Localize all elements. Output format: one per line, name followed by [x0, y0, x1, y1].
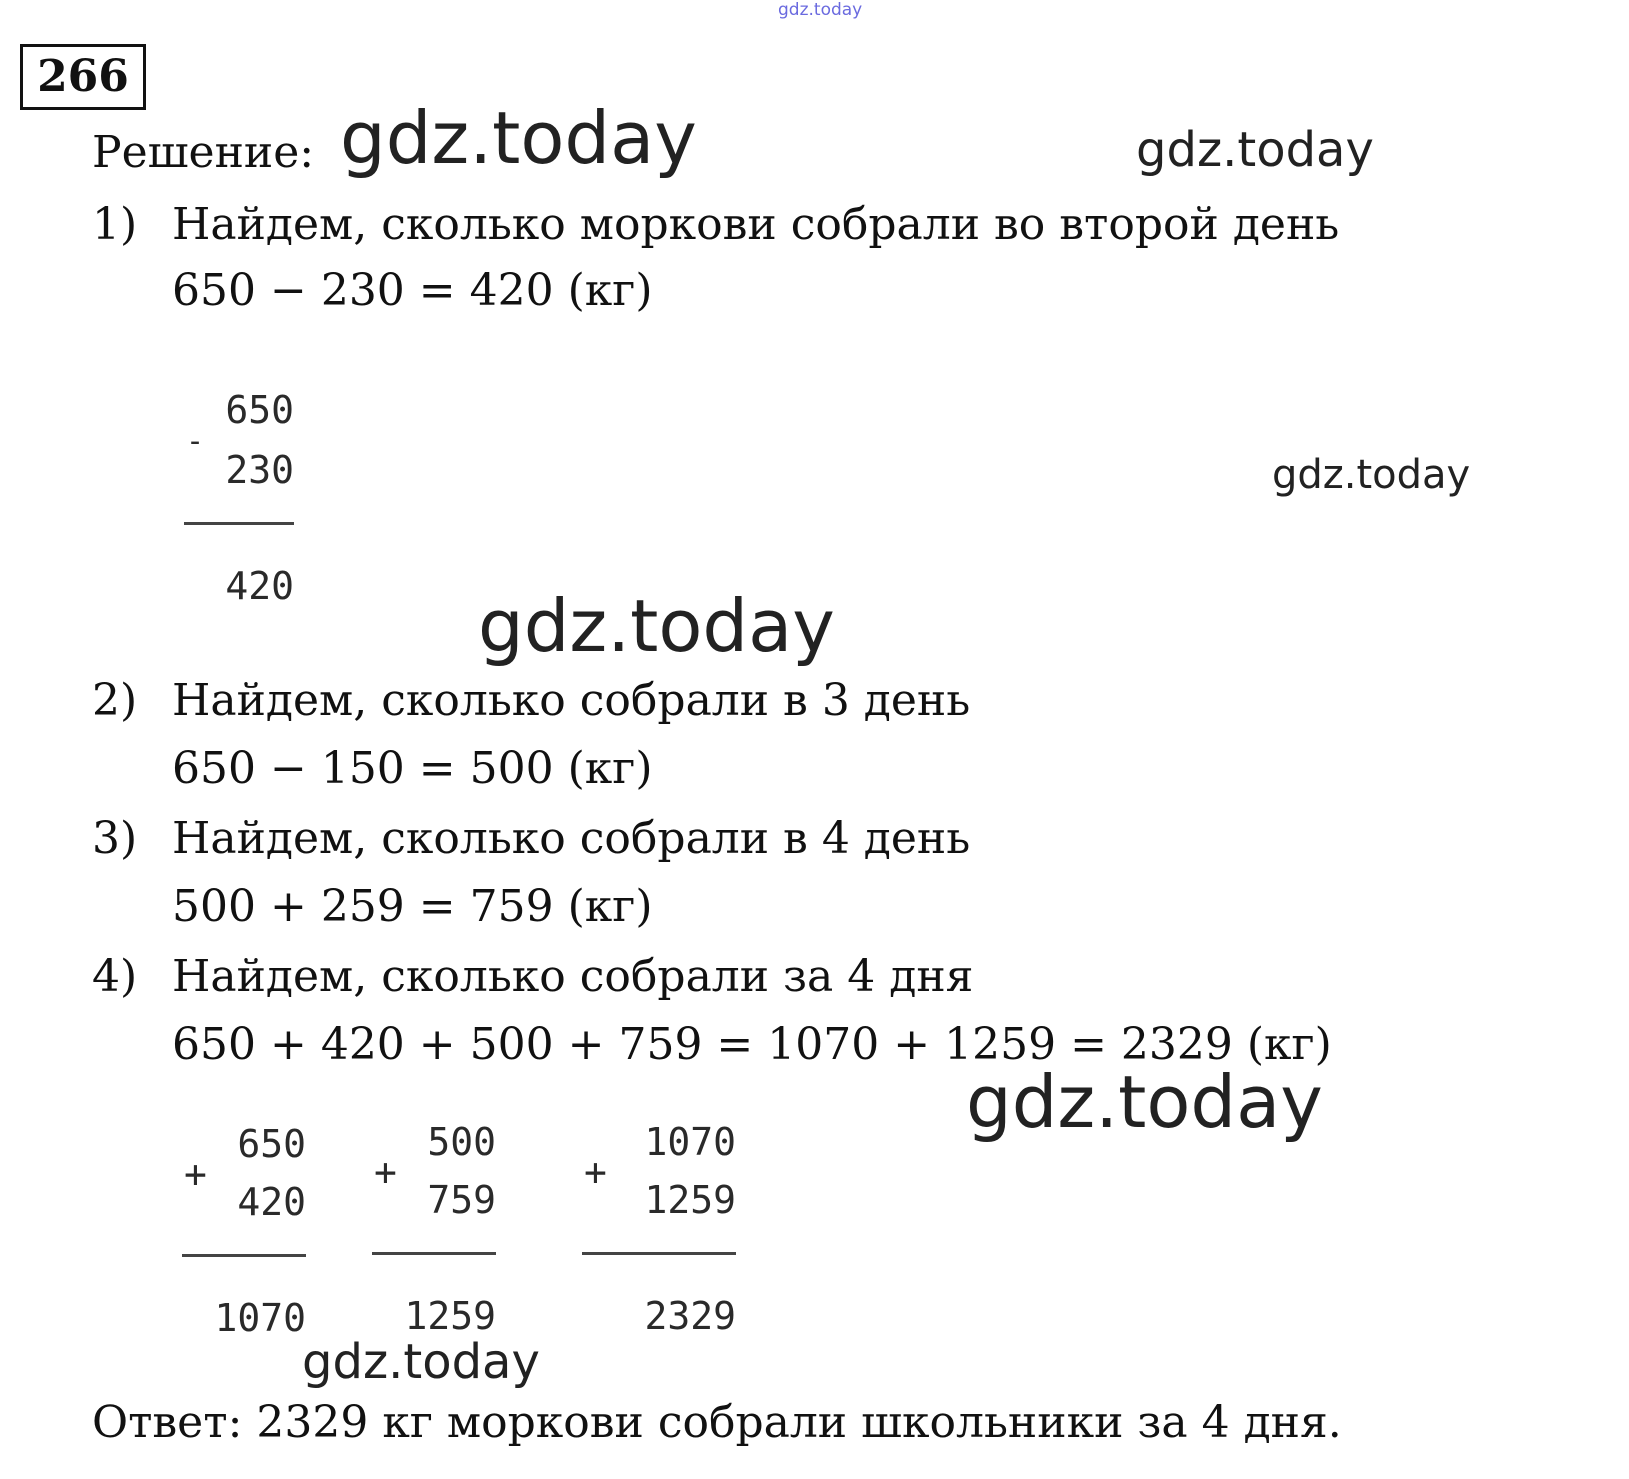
watermark-4: gdz.today: [478, 584, 835, 668]
col4-b: 1259: [644, 1178, 736, 1222]
watermark-1: gdz.today: [340, 96, 697, 180]
step-3-expression: 500 + 259 = 759 (кг): [172, 881, 653, 932]
step-4-number: 4): [92, 951, 138, 1002]
col1-b: 230: [225, 448, 294, 492]
step-1-number: 1): [92, 199, 138, 250]
col1-a: 650: [225, 388, 294, 432]
col3-sign: +: [374, 1150, 397, 1194]
watermark-6: gdz.today: [302, 1334, 540, 1390]
col2-a: 650: [237, 1122, 306, 1166]
step-1-text: Найдем, сколько моркови собрали во второй день: [172, 199, 1340, 250]
col4-result: 2329: [644, 1294, 736, 1338]
solution-label: Решение:: [92, 127, 315, 178]
step-1-expression: 650 − 230 = 420 (кг): [172, 265, 653, 316]
step-3-text: Найдем, сколько собрали в 4 день: [172, 813, 971, 864]
step-4-text: Найдем, сколько собрали за 4 дня: [172, 951, 974, 1002]
col3-result: 1259: [404, 1294, 496, 1338]
col2-result: 1070: [214, 1296, 306, 1340]
watermark-3: gdz.today: [1272, 452, 1471, 498]
col2-rule: [182, 1254, 306, 1257]
col3-a: 500: [427, 1120, 496, 1164]
step-2-expression: 650 − 150 = 500 (кг): [172, 743, 653, 794]
col3-rule: [372, 1252, 496, 1255]
step-4-expression: 650 + 420 + 500 + 759 = 1070 + 1259 = 2329 (кг): [172, 1019, 1332, 1070]
problem-number: 266: [20, 44, 146, 110]
col4-sign: +: [584, 1150, 607, 1194]
watermark-5: gdz.today: [966, 1060, 1323, 1144]
col4-rule: [582, 1252, 736, 1255]
step-2-text: Найдем, сколько собрали в 3 день: [172, 675, 971, 726]
watermark-2: gdz.today: [1136, 122, 1374, 178]
col2-b: 420: [237, 1180, 306, 1224]
answer-text: Ответ: 2329 кг моркови собрали школьники за 4 дня.: [92, 1397, 1342, 1448]
watermark-top: gdz.today: [778, 0, 863, 20]
col4-a: 1070: [644, 1120, 736, 1164]
step-3-number: 3): [92, 813, 138, 864]
col1-result: 420: [225, 564, 294, 608]
step-2-number: 2): [92, 675, 138, 726]
col1-sign: -: [186, 424, 205, 459]
col1-rule: [184, 522, 294, 525]
col3-b: 759: [427, 1178, 496, 1222]
col2-sign: +: [184, 1152, 207, 1196]
